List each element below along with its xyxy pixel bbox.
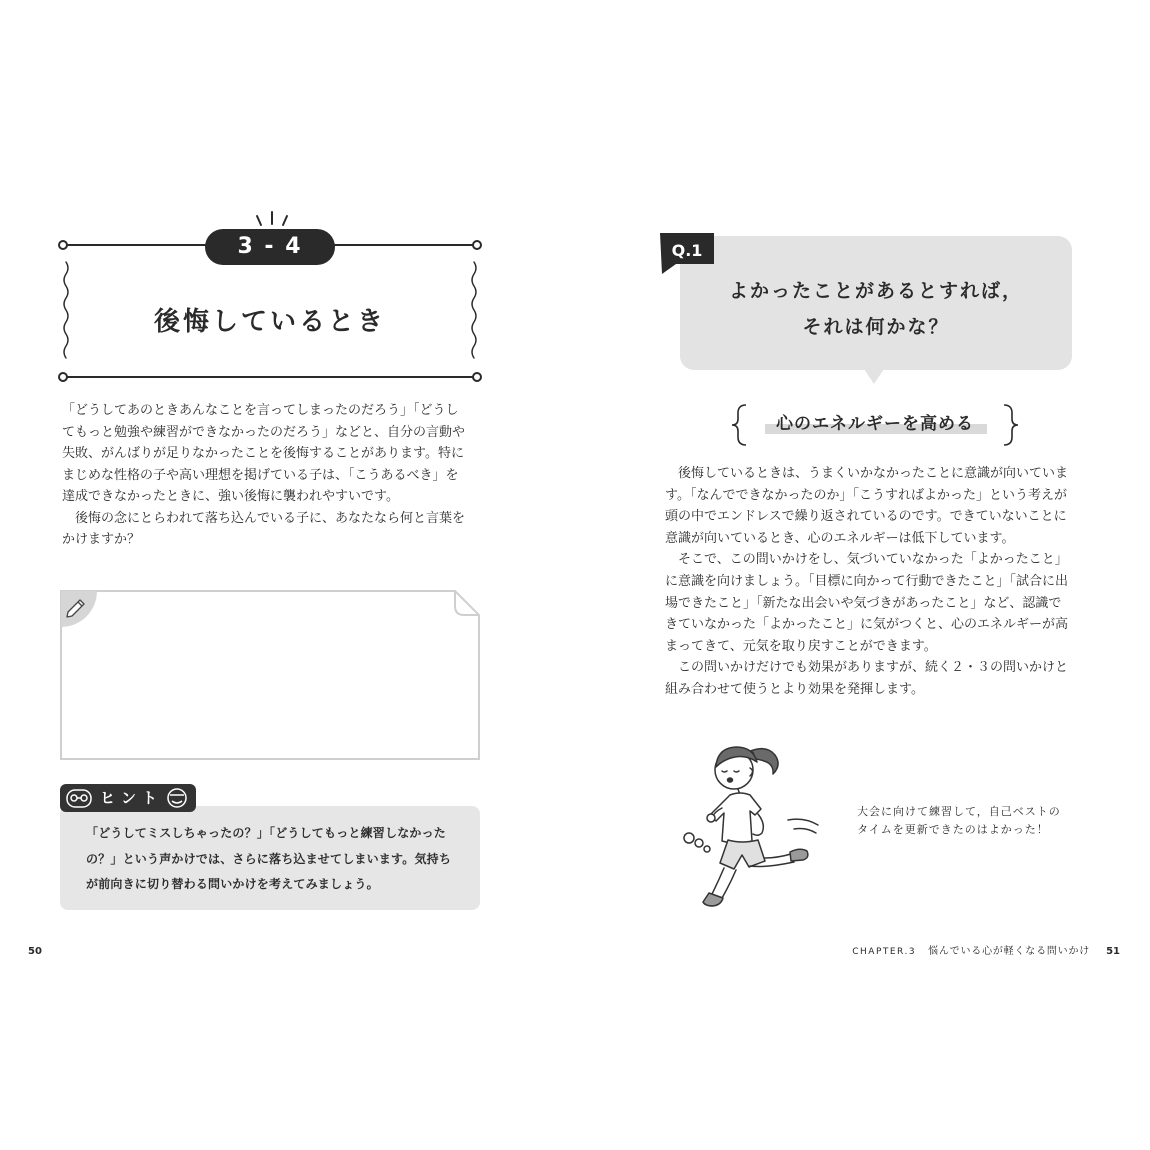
- body-line: かけますか？: [62, 532, 141, 547]
- page-title: 後悔しているとき: [153, 307, 386, 337]
- body-line: 後悔の念にとらわれて落ち込んでいる子に、あなたなら何と言葉を: [75, 510, 466, 526]
- note-box: [61, 591, 479, 759]
- mouth: [728, 778, 733, 782]
- hint-line: の？」という声かけでは、さらに落ち込ませてしまいます。気持ち: [86, 851, 452, 866]
- rule-end-dot: [59, 241, 67, 249]
- body-line: 「どうしてあのときあんなことを言ってしまったのだろう」「どうし: [62, 403, 459, 418]
- section-number: 3 - 4: [237, 234, 303, 259]
- running-girl-illustration: [684, 747, 818, 906]
- body-line: まじめな性格の子や高い理想を掲げている子は、「こうあるべき」を: [62, 467, 459, 483]
- body-line: きていなかった「よかったこと」に気がつくと、心のエネルギーが高: [665, 617, 1069, 633]
- running-footer: [852, 945, 1120, 959]
- rule-end-dot: [473, 241, 481, 249]
- front-leg: [712, 868, 736, 898]
- body-line: 場できたこと」「新たな出会いや気づきがあったこと」など、認識で: [665, 595, 1062, 611]
- body-line: 組み合わせて使うとより効果を発揮します。: [665, 681, 924, 697]
- rule-end-dot: [59, 373, 67, 381]
- hint-line: が前向きに切り替わる問いかけを考えてみましょう。: [86, 877, 379, 891]
- intro-paragraph: [62, 400, 482, 551]
- body-line: この問いかけだけでも効果がありますが、続く２・３の問いかけと: [678, 660, 1069, 676]
- hint-text: [86, 821, 466, 898]
- left-brace: [732, 405, 746, 445]
- caption-line: タイムを更新できたのはよかった！: [857, 823, 1049, 836]
- hint-label: ヒント: [100, 789, 164, 807]
- shirt: [710, 793, 761, 843]
- body-line: す。「なんでできなかったのか」「こうすればよかった」という考えが: [665, 487, 1067, 503]
- illustration-caption: [857, 803, 1097, 839]
- caption-line: 大会に向けて練習して，自己ベストの: [857, 805, 1061, 818]
- breath-puffs: [684, 833, 710, 852]
- back-arm: [753, 814, 763, 835]
- body-line: 頭の中でエンドレスで繰り返されているのです。できていないことに: [665, 509, 1067, 525]
- body-line: てもっと勉強や練習ができなかったのだろう」などと、自分の言動や: [62, 424, 466, 440]
- chapter-title: 悩んでいる心が軽くなる問いかけ: [928, 946, 1091, 957]
- question-line: それは何かな？: [802, 316, 950, 338]
- page-number-left: 50: [28, 946, 42, 957]
- motion-line: [794, 829, 816, 834]
- rule-end-dot: [473, 373, 481, 381]
- body-line: に意識を向けましょう。「目標に向かって行動できたこと」「試合に出: [665, 573, 1069, 589]
- badge-rays: [257, 212, 287, 225]
- right-brace: [1004, 405, 1018, 445]
- page-number-right: 51: [1106, 946, 1120, 957]
- chapter-label: CHAPTER.3: [852, 947, 917, 957]
- body-line: まってきて、元気を取り戻すことができます。: [665, 638, 937, 654]
- body-line: 後悔しているときは、うまくいかなかったことに意識が向いていま: [678, 466, 1069, 481]
- front-fist: [707, 814, 715, 822]
- explanation-paragraph: [665, 463, 1095, 701]
- body-line: 失敗、がんばりが足りなかったことを後悔することがあります。特に: [62, 446, 464, 461]
- back-shoe: [790, 849, 808, 861]
- question-number: Q.1: [671, 241, 703, 260]
- body-line: そこで、この問いかけをし、気づいていなかった「よかったこと」: [678, 552, 1068, 568]
- front-shoe: [703, 893, 723, 906]
- body-line: 達成できなかったときに、強い後悔に襲われやすいです。: [62, 489, 399, 504]
- shorts: [720, 840, 765, 869]
- question-text: [680, 273, 1072, 345]
- motion-line: [788, 819, 818, 825]
- hint-line: 「どうしてミスしちゃったの？」「どうしてもっと練習しなかった: [86, 826, 447, 840]
- subheading: 心のエネルギーを高める: [776, 414, 974, 434]
- body-line: 意識が向いているとき、心のエネルギーは低下しています。: [665, 530, 1015, 546]
- question-line: よかったことがあるとすれば，: [728, 280, 1023, 302]
